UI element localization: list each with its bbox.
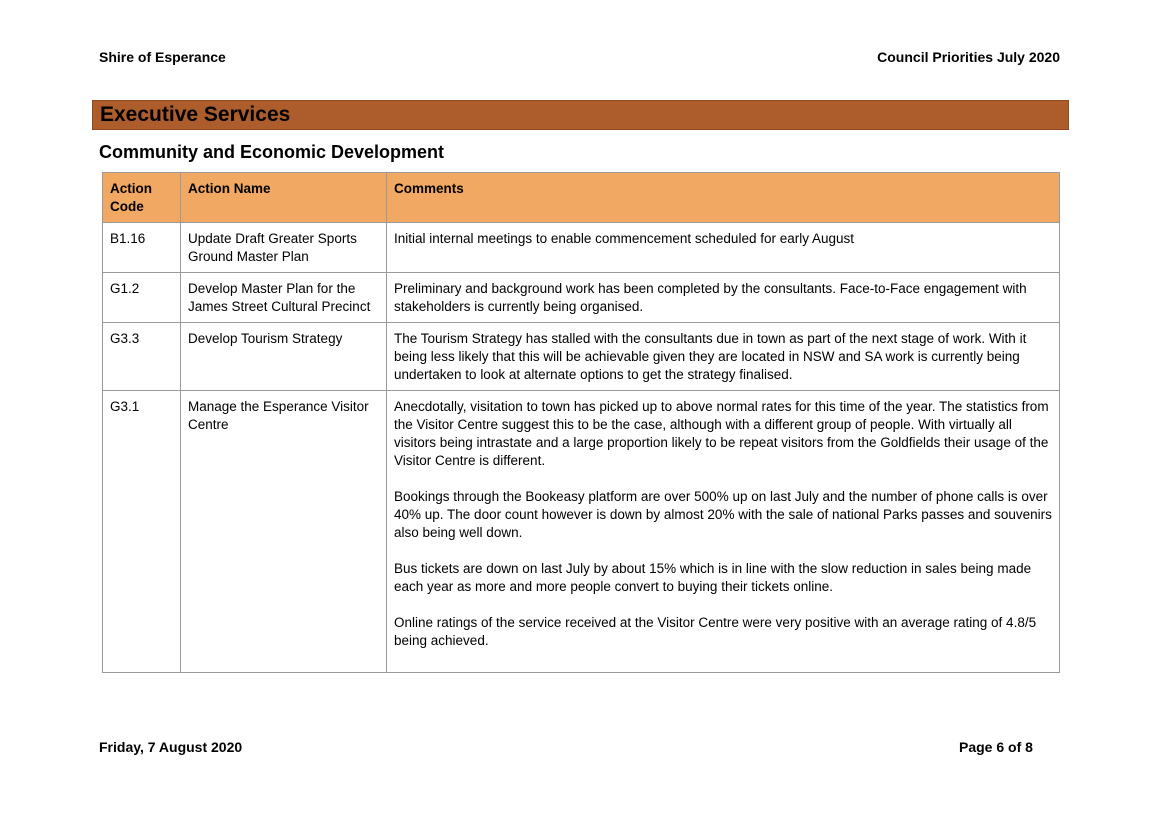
action-code-cell: B1.16: [103, 223, 181, 273]
table-row: [103, 223, 1060, 273]
table-row: [103, 391, 1060, 673]
column-header-action-code: Action Code: [103, 173, 181, 223]
comment-paragraph: Bookings through the Bookeasy platform are over 500% up on last July and the number of phone calls is over 40% up. The door count however is down by almost 20% with the sale of national Parks passes and souvenirs also being well down.: [394, 489, 1052, 540]
action-code-cell: G3.3: [103, 323, 181, 391]
footer-page-number: Page 6 of 8: [959, 739, 1033, 755]
comments-cell: [387, 391, 1060, 673]
comment-paragraph: Initial internal meetings to enable commencement scheduled for early August: [394, 231, 855, 246]
action-code-cell: G3.1: [103, 391, 181, 673]
comment-paragraph: Anecdotally, visitation to town has picked up to above normal rates for this time of the year. The statistics from the Visitor Centre suggest this to be the case, although with a different group of people. With virtually all visitors being intrastate and a large proportion likely to be repeat visitors from the Goldfields their usage of the Visitor Centre is different.: [394, 399, 1049, 468]
action-name-cell: Manage the Esperance Visitor Centre: [181, 391, 387, 673]
document-header-org: Shire of Esperance: [99, 49, 226, 65]
table-row: [103, 273, 1060, 323]
comment-paragraph: The Tourism Strategy has stalled with the consultants due in town as part of the next stage of work. With it being less likely that this will be achievable given they are located in NSW and SA work is currently being undertaken to look at alternate options to get the strategy finalised.: [394, 331, 1027, 382]
comments-cell: [387, 323, 1060, 391]
comments-cell: [387, 273, 1060, 323]
comment-paragraph: Online ratings of the service received at the Visitor Centre were very positive with an average rating of 4.8/5 being achieved.: [394, 615, 1037, 648]
column-header-action-name: Action Name: [181, 173, 387, 223]
action-name-cell: Develop Tourism Strategy: [181, 323, 387, 391]
table-header-row: [103, 173, 1060, 223]
column-header-comments: Comments: [387, 173, 1060, 223]
comment-paragraph: Bus tickets are down on last July by about 15% which is in line with the slow reduction in sales being made each year as more and more people convert to buying their tickets online.: [394, 561, 1032, 594]
document-header-title: Council Priorities July 2020: [877, 49, 1060, 65]
footer-date: Friday, 7 August 2020: [99, 739, 243, 755]
section-banner: [92, 100, 1069, 130]
action-code-cell: G1.2: [103, 273, 181, 323]
comments-cell: [387, 223, 1060, 273]
subsection-title: Community and Economic Development: [99, 142, 445, 162]
section-title: Executive Services: [100, 103, 291, 126]
comment-paragraph: Preliminary and background work has been completed by the consultants. Face-to-Face engagement with stakeholders is currently being organised.: [394, 281, 1027, 314]
action-name-cell: Update Draft Greater Sports Ground Master Plan: [181, 223, 387, 273]
table-row: [103, 323, 1060, 391]
actions-table: [102, 172, 1060, 673]
action-name-cell: Develop Master Plan for the James Street Cultural Precinct: [181, 273, 387, 323]
